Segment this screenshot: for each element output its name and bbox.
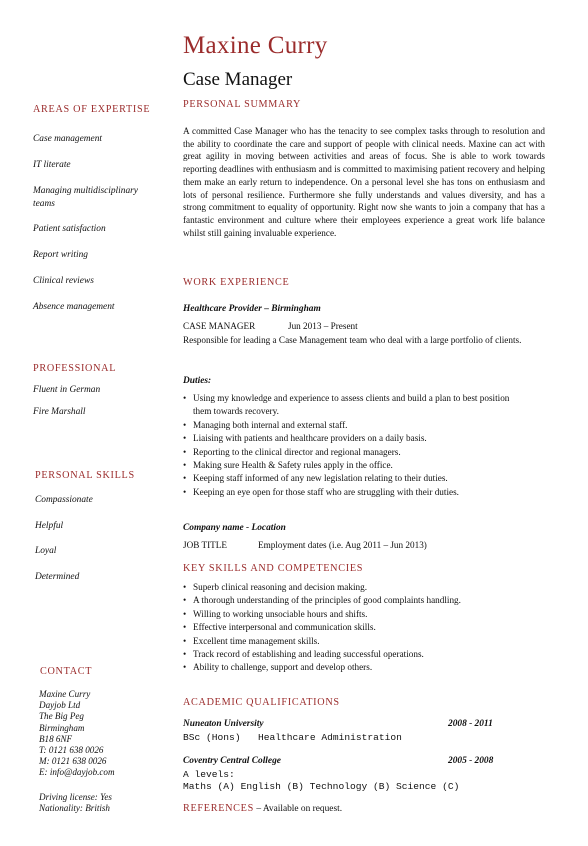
key-skills-heading: KEY SKILLS AND COMPETENCIES	[183, 563, 364, 574]
job-description: Responsible for leading a Case Management team who deal with a large portfolio of clients.	[183, 335, 522, 345]
company-name-location: Company name - Location	[183, 523, 286, 533]
expertise-item: Report writing	[33, 250, 88, 260]
employment-dates: Employment dates (i.e. Aug 2011 – Jun 2013)	[258, 540, 427, 550]
references-line	[183, 803, 342, 814]
alevels-label: A levels:	[183, 769, 235, 780]
professional-item: Fire Marshall	[33, 407, 86, 417]
list-item: • Superb clinical reasoning and decision making.	[183, 581, 523, 594]
duties-label: Duties:	[183, 376, 212, 386]
alevels-grades: Maths (A) English (B) Technology (B) Science (C)	[183, 781, 460, 792]
personal-skill-item: Helpful	[35, 521, 64, 531]
list-item: • Track record of establishing and leading successful operations.	[183, 648, 523, 661]
contact-address: The Big Peg	[39, 711, 84, 722]
list-item: • Willing to working unsociable hours and shifts.	[183, 608, 523, 621]
personal-skill-item: Determined	[35, 572, 80, 582]
areas-of-expertise-heading: AREAS OF EXPERTISE	[33, 104, 151, 115]
references-text: – Available on request.	[253, 804, 343, 814]
contact-city: Birmingham	[39, 722, 85, 733]
work-experience-heading: WORK EXPERIENCE	[183, 277, 290, 288]
list-item: • Making sure Health & Safety rules apply in the office.	[183, 459, 523, 472]
references-heading: REFERENCES	[183, 803, 254, 814]
university-name: Nuneaton University	[183, 719, 264, 729]
contact-heading: CONTACT	[40, 666, 93, 677]
degree: BSc (Hons)	[183, 732, 241, 743]
college-name: Coventry Central College	[183, 756, 281, 766]
personal-skill-item: Loyal	[35, 546, 57, 556]
degree-subject: Healthcare Administration	[258, 732, 402, 743]
contact-details	[39, 689, 115, 779]
expertise-item: Managing multidisciplinary teams	[33, 186, 138, 209]
contact-name: Maxine Curry	[39, 689, 91, 699]
personal-skills-heading: PERSONAL SKILLS	[35, 470, 135, 481]
job-title: Case Manager	[183, 69, 293, 90]
expertise-item: Patient satisfaction	[33, 224, 106, 234]
professional-item: Fluent in German	[33, 385, 101, 395]
contact-postcode: B18 6NF	[39, 733, 73, 744]
nationality: Nationality: British	[39, 803, 110, 813]
contact-telephone: T: 0121 638 0026	[39, 745, 104, 756]
expertise-item: Absence management	[33, 302, 115, 312]
professional-heading: PROFESSIONAL	[33, 363, 117, 374]
college-dates: 2005 - 2008	[448, 756, 494, 766]
list-item: • Using my knowledge and experience to assess clients and build a plan to best position them towards recovery.	[183, 392, 523, 419]
job-title-placeholder: JOB TITLE	[183, 540, 227, 550]
expertise-item: Case management	[33, 134, 102, 144]
contact-mobile: M: 0121 638 0026	[39, 756, 107, 767]
list-item: • Reporting to the clinical director and regional managers.	[183, 446, 523, 459]
contact-email[interactable]: E: info@dayjob.com	[39, 767, 115, 778]
list-item: • Effective interpersonal and communication skills.	[183, 621, 523, 634]
university-dates: 2008 - 2011	[448, 719, 493, 729]
list-item: • Liaising with patients and healthcare providers on a daily basis.	[183, 432, 523, 445]
expertise-item: IT literate	[33, 160, 71, 170]
list-item: • Excellent time management skills.	[183, 635, 523, 648]
list-item: • Managing both internal and external staff.	[183, 419, 523, 432]
key-skills-list	[183, 581, 523, 675]
employer-name: Healthcare Provider – Birmingham	[183, 304, 321, 314]
list-item: • Ability to challenge, support and develop others.	[183, 661, 523, 674]
list-item: • A thorough understanding of the principles of good complaints handling.	[183, 594, 523, 607]
personal-skill-item: Compassionate	[35, 495, 93, 505]
job-dates: Jun 2013 – Present	[288, 321, 358, 331]
list-item: • Keeping an eye open for those staff who are struggling with their duties.	[183, 486, 523, 499]
expertise-item: Clinical reviews	[33, 276, 94, 286]
personal-summary-text: A committed Case Manager who has the tenacity to see complex tasks through to resolution and the ability to coordinate the care and support of people with clinical needs. Maxine can act with great agility in moving between activities and areas of focus. She is able to work towards reporting deadlines with enthusiasm and is committed to maximising patient recovery and helping them make an early return to independence. On a personal level she has tons on enthusiasm and lots of personal resilience. Furthermore she fully understands and values diversity, and has a strong commitment to equality of opportunity. Right now she wants to join a company that has a fantastic environment and culture where their employees experience a great work life balance whilst still gaining invaluable experience.	[183, 126, 545, 238]
candidate-name: Maxine Curry	[183, 32, 328, 59]
personal-summary-heading: PERSONAL SUMMARY	[183, 99, 302, 110]
list-item: • Keeping staff informed of any new legislation relating to their duties.	[183, 472, 523, 485]
duties-list	[183, 392, 523, 499]
driving-license: Driving license: Yes	[39, 792, 112, 802]
job-role: CASE MANAGER	[183, 321, 256, 331]
academic-qualifications-heading: ACADEMIC QUALIFICATIONS	[183, 697, 340, 708]
contact-company: Dayjob Ltd	[39, 700, 81, 711]
